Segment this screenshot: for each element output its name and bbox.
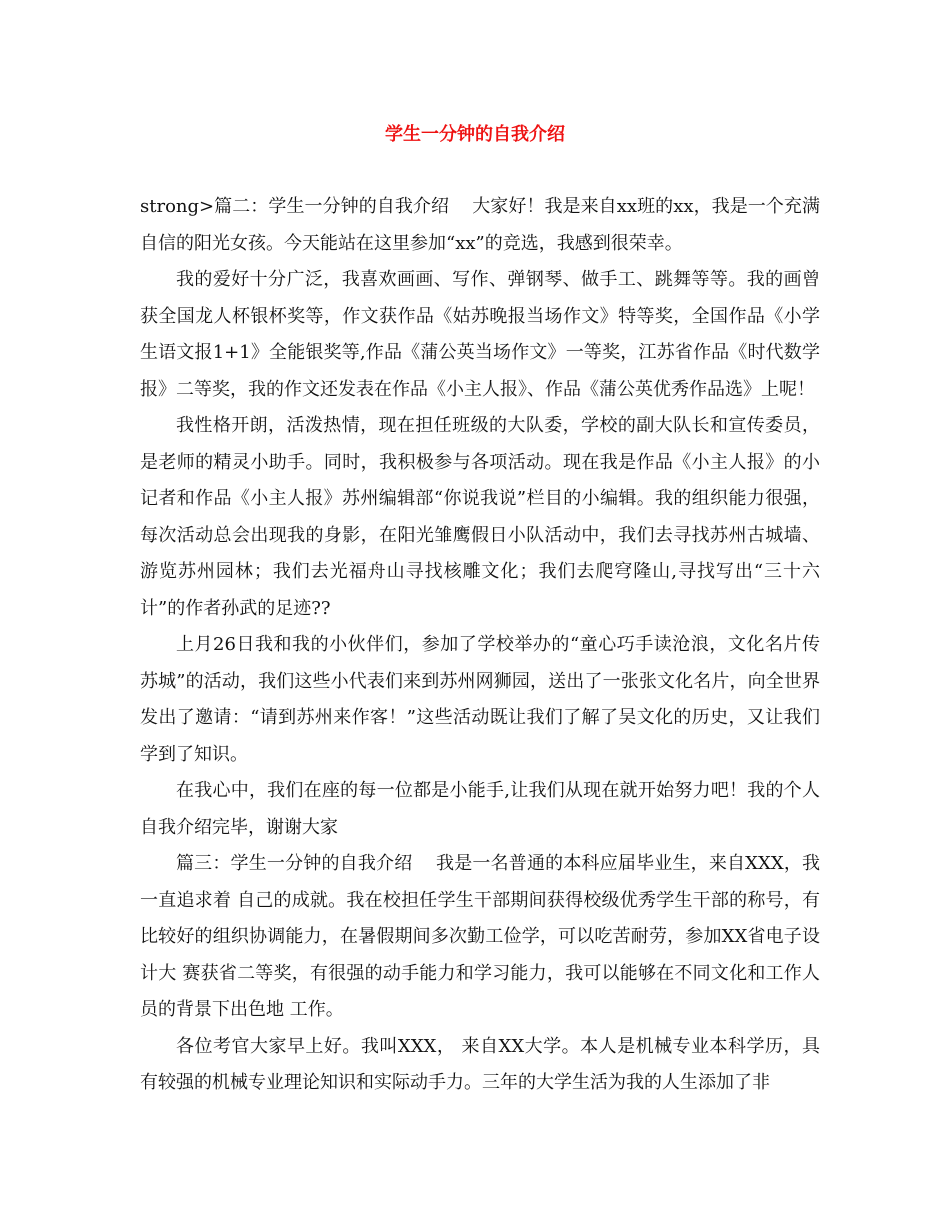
document-body xyxy=(140,189,820,1102)
paragraph-5: 在我心中，我们在座的每一位都是小能手,让我们从现在就开始努力吧！我的个人自我介绍完毕，谢谢大家 xyxy=(140,780,820,838)
paragraph-4: 上月26日我和我的小伙伴们，参加了学校举办的“童心巧手读沧浪，文化名片传苏城”的活动，我们这些小代表们来到苏州网狮园，送出了一张张文化名片，向全世界发出了邀请：“请到苏州来作客！”这些活动既让我们了解了吴文化的历史，又让我们学到了知识。 xyxy=(140,634,820,765)
document-title: 学生一分钟的自我介绍 xyxy=(385,124,565,145)
paragraph-3: 我性格开朗，活泼热情，现在担任班级的大队委，学校的副大队长和宣传委员，是老师的精灵小助手。同时，我积极参与各项活动。现在我是作品《小主人报》的小记者和作品《小主人报》苏州编辑部“你说我说”栏目的小编辑。我的组织能力很强，每次活动总会出现我的身影，在阳光雏鹰假日小队活动中，我们去寻找苏州古城墙、游览苏州园林；我们去光福舟山寻找核雕文化；我们去爬穹隆山,寻找写出“三十六计”的作者孙武的足迹?? xyxy=(140,415,820,619)
paragraph-2: 我的爱好十分广泛，我喜欢画画、写作、弹钢琴、做手工、跳舞等等。我的画曾获全国龙人杯银杯奖等，作文获作品《姑苏晚报当场作文》特等奖，全国作品《小学生语文报1+1》全能银奖等,作品《蒲公英当场作文》一等奖，江苏省作品《时代数学报》二等奖，我的作文还发表在作品《小主人报》、作品《蒲公英优秀作品选》上呢！ xyxy=(140,269,820,400)
paragraph-1: strong>篇二：学生一分钟的自我介绍 大家好！我是来自xx班的xx，我是一个充满自信的阳光女孩。今天能站在这里参加“xx”的竞选，我感到很荣幸。 xyxy=(140,196,820,254)
paragraph-6: 篇三：学生一分钟的自我介绍 我是一名普通的本科应届毕业生，来自XXX，我一直追求着 自己的成就。我在校担任学生干部期间获得校级优秀学生干部的称号，有比较好的组织协调能力，在暑假期间多次勤工俭学，可以吃苦耐劳，参加XX省电子设计大 赛获省二等奖，有很强的动手能力和学习能力，我可以能够在不同文化和工作人员的背景下出色地 工作。 xyxy=(140,853,820,1020)
paragraph-7: 各位考官大家早上好。我叫XXX， 来自XX大学。本人是机械专业本科学历，具有较强的机械专业理论知识和实际动手力。三年的大学生活为我的人生添加了非 xyxy=(140,1035,820,1093)
